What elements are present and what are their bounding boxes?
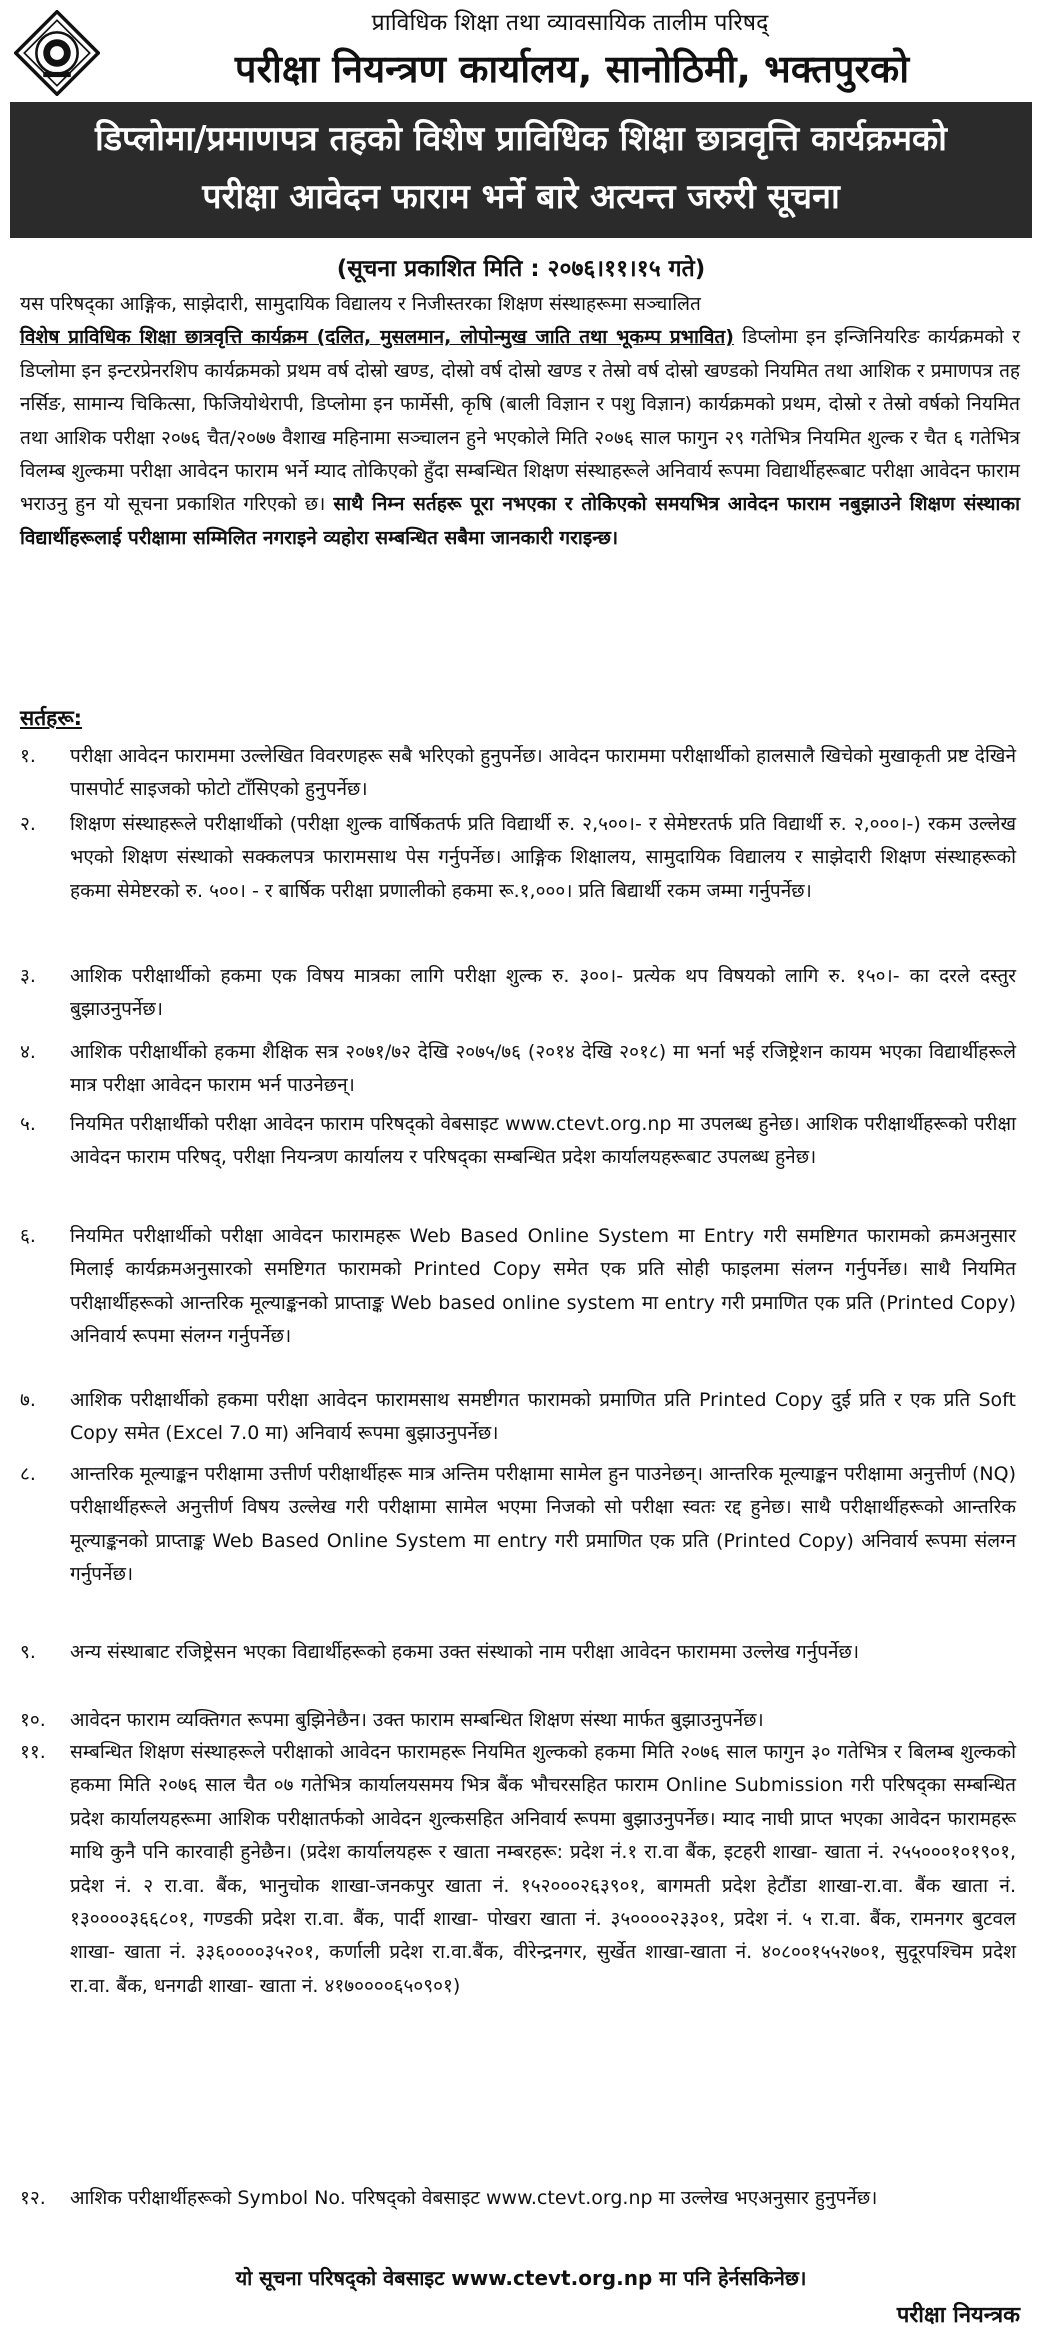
council-name: प्राविधिक शिक्षा तथा व्यावसायिक तालीम परिषद्	[371, 10, 769, 36]
signatory-title: परीक्षा नियन्त्रक	[896, 2303, 1020, 2328]
conditions-heading: सर्तहरू:	[20, 706, 83, 730]
condition-number: २.	[20, 813, 36, 835]
intro-paragraph	[20, 288, 1020, 555]
banner-line-2: परीक्षा आवेदन फाराम भर्ने बारे अत्यन्त जरुरी सूचना	[202, 177, 840, 217]
condition-number: ४.	[20, 1041, 36, 1063]
condition-number: ३.	[20, 965, 36, 987]
intro-program-name: विशेष प्राविधिक शिक्षा छात्रवृत्ति कार्यक्रम (दलित, मुसलमान, लोपोन्मुख जाति तथा भूकम्प प्रभावित)	[20, 326, 734, 349]
intro-text-1: यस परिषद्का आङ्गिक, साझेदारी, सामुदायिक विद्यालय र निजीस्तरका शिक्षण संस्थाहरूमा सञ्चालित	[20, 293, 701, 315]
condition-text: नियमित परीक्षार्थीको परीक्षा आवेदन फाराम परिषद्को वेबसाइट www.ctevt.org.np मा उपलब्ध हुनेछ। आशिक परीक्षार्थीहरूको परीक्षा आवेदन फाराम परिषद्, परीक्षा नियन्त्रण कार्यालय र परिषद्का सम्बन्धित प्रदेश कार्यालयहरूबाट उपलब्ध हुनेछ।	[70, 1113, 1016, 1169]
intro-warning: साथै निम्न सर्तहरू पूरा नभएका र तोकिएको समयभित्र आवेदन फाराम नबुझाउने शिक्षण संस्थाका विद्यार्थीहरूलाई परीक्षामा सम्मिलित नगराइने व्यहोरा सम्बन्धित सबैमा जानकारी गराइन्छ।	[20, 493, 1020, 549]
condition-text: नियमित परीक्षार्थीको परीक्षा आवेदन फारामहरू Web Based Online System मा Entry गरी समष्टिगत फारामको क्रमअनुसार मिलाई कार्यक्रमअनुसारको समष्टिगत फारामको Printed Copy समेत एक प्रति सोही फाइलमा संलग्न गर्नुपर्नेछ। साथै नियमित परीक्षार्थीहरूको आन्तरिक मूल्याङ्कनको प्राप्ताङ्क Web based online system मा entry गरी प्रमाणित एक प्रति (Printed Copy) अनिवार्य रूपमा संलग्न गर्नुपर्नेछ।	[70, 1225, 1016, 1348]
condition-text: आशिक परीक्षार्थीको हकमा शैक्षिक सत्र २०७१/७२ देखि २०७५/७६ (२०१४ देखि २०१८) मा भर्ना भई रजिष्ट्रेशन कायम भएका विद्यार्थीहरूले मात्र परीक्षा आवेदन फाराम भर्न पाउनेछन्।	[70, 1041, 1016, 1097]
condition-number: ९.	[20, 1641, 36, 1663]
condition-number: १.	[20, 745, 36, 767]
condition-text: सम्बन्धित शिक्षण संस्थाहरूले परीक्षाको आवेदन फारामहरू नियमित शुल्कको हकमा मिति २०७६ साल फागुन ३० गतेभित्र र बिलम्ब शुल्कको हकमा मिति २०७६ साल चैत ०७ गतेभित्र कार्यालयसमय भित्र बैंक भौचरसहित फाराम Online Submission गरी परिषद्का सम्बन्धित प्रदेश कार्यालयहरूमा आशिक परीक्षातर्फको आवेदन शुल्कसहित अनिवार्य रूपमा बुझाउनुपर्नेछ। म्याद नाघी प्राप्त भएका आवेदन फारामहरू माथि कुनै पनि कारवाही हुनेछैन। (प्रदेश कार्यालयहरू र खाता नम्बरहरू: प्रदेश नं.१ रा.वा बैंक, इटहरी शाखा- खाता नं. २५५०००१०१९०१, प्रदेश नं. २ रा.वा. बैंक, भानुचोक शाखा-जनकपुर खाता नं. १५२०००२६३९०१, बागमती प्रदेश हेटौंडा शाखा-रा.वा. बैंक खाता नं. १३००००३६६८०१, गण्डकी प्रदेश रा.वा. बैंक, पार्दी शाखा- पोखरा खाता नं. ३५००००२३३०१, प्रदेश नं. ५ रा.वा. बैंक, रामनगर बुटवल शाखा- खाता नं. ३३६००००३५२०१, कर्णाली प्रदेश रा.वा.बैंक, वीरेन्द्रनगर, सुर्खेत शाखा-खाता नं. ४०८००१५५२७०१, सुदूरपश्चिम प्रदेश रा.वा. बैंक, धनगढी शाखा- खाता नं. ४१७००००६५०९०१)	[70, 1741, 1016, 1997]
condition-number: १२.	[20, 2187, 46, 2209]
website-note: यो सूचना परिषद्को वेबसाइट www.ctevt.org.np मा पनि हेर्नसकिनेछ।	[235, 2266, 807, 2290]
condition-text: आशिक परीक्षार्थीहरूको Symbol No. परिषद्को वेबसाइट www.ctevt.org.np मा उल्लेख भएअनुसार हुनुपर्नेछ।	[70, 2187, 878, 2209]
office-name: परीक्षा नियन्त्रण कार्यालय, सानोठिमी, भक्तपुरको	[234, 47, 910, 91]
condition-text: शिक्षण संस्थाहरूले परीक्षार्थीको (परीक्षा शुल्क वार्षिकतर्फ प्रति विद्यार्थी रु. २,५००।- र सेमेष्टरतर्फ प्रति विद्यार्थी रु. २,०००।-) रकम उल्लेख भएको शिक्षण संस्थाको सक्कलपत्र फारामसाथ पेस गर्नुपर्नेछ। आङ्गिक शिक्षालय, सामुदायिक विद्यालय र साझेदारी शिक्षण संस्थाहरूको हकमा सेमेष्टरको रु. ५००। - र बार्षिक परीक्षा प्रणालीको हकमा रू.१,०००। प्रति बिद्यार्थी रकम जम्मा गर्नुपर्नेछ।	[70, 813, 1016, 902]
condition-number: १०.	[20, 1709, 46, 1731]
banner-line-1: डिप्लोमा/प्रमाणपत्र तहको विशेष प्राविधिक शिक्षा छात्रवृत्ति कार्यक्रमको	[95, 119, 947, 159]
condition-number: ११.	[20, 1741, 46, 1763]
publication-date: (सूचना प्रकाशित मिति : २०७६।११।१५ गते)	[336, 256, 706, 282]
condition-number: ८.	[20, 1463, 36, 1485]
condition-text: आशिक परीक्षार्थीको हकमा परीक्षा आवेदन फारामसाथ समष्टीगत फारामको प्रमाणित प्रति Printed Copy दुई प्रति र एक प्रति Soft Copy समेत (Excel 7.0 मा) अनिवार्य रूपमा बुझाउनुपर्नेछ।	[70, 1389, 1016, 1445]
condition-text: आशिक परीक्षार्थीको हकमा एक विषय मात्रका लागि परीक्षा शुल्क रु. ३००।- प्रत्येक थप विषयको लागि रु. १५०।- का दरले दस्तुर बुझाउनुपर्नेछ।	[70, 965, 1016, 1021]
condition-text: अन्य संस्थाबाट रजिष्ट्रेसन भएका विद्यार्थीहरूको हकमा उक्त संस्थाको नाम परीक्षा आवेदन फाराममा उल्लेख गर्नुपर्नेछ।	[70, 1641, 860, 1663]
notice-banner	[10, 102, 1032, 238]
ctevt-emblem-icon	[14, 10, 100, 96]
condition-number: ७.	[20, 1389, 36, 1411]
condition-text: परीक्षा आवेदन फाराममा उल्लेखित विवरणहरू सबै भरिएको हुनुपर्नेछ। आवेदन फाराममा परीक्षार्थीको हालसालै खिचेको मुखाकृती प्रष्ट देखिने पासपोर्ट साइजको फोटो टाँसिएको हुनुपर्नेछ।	[70, 745, 1016, 801]
condition-text: आन्तरिक मूल्याङ्कन परीक्षामा उत्तीर्ण परीक्षार्थीहरू मात्र अन्तिम परीक्षामा सामेल हुन पाउनेछन्। आन्तरिक मूल्याङ्कन परीक्षामा अनुत्तीर्ण (NQ) परीक्षार्थीहरूले अनुत्तीर्ण विषय उल्लेख गरी परीक्षामा सामेल भएमा निजको सो परीक्षा स्वतः रद्द हुनेछ। साथै परीक्षार्थीहरूको आन्तरिक मूल्याङ्कनको प्राप्ताङ्क Web Based Online System मा entry गरी प्रमाणित एक प्रति (Printed Copy) अनिवार्य रूपमा संलग्न गर्नुपर्नेछ।	[70, 1463, 1016, 1586]
condition-text: आवेदन फाराम व्यक्तिगत रूपमा बुझिनेछैन। उक्त फाराम सम्बन्धित शिक्षण संस्था मार्फत बुझाउनुपर्नेछ।	[70, 1709, 764, 1731]
intro-text-2: डिप्लोमा इन इन्जिनियरिङ कार्यक्रमको र डिप्लोमा इन इन्टरप्रेनरशिप कार्यक्रमको प्रथम वर्ष दोस्रो खण्ड, दोस्रो वर्ष दोस्रो खण्ड र तेस्रो वर्ष दोस्रो खण्डको नियमित तथा आशिक र प्रमाणपत्र तह नर्सिङ, सामान्य चिकित्सा, फिजियोथेरापी, डिप्लोमा इन फार्मेसी, कृषि (बाली विज्ञान र पशु विज्ञान) कार्यक्रमको प्रथम, दोस्रो र तेस्रो वर्षको नियमित तथा आशिक परीक्षा २०७६ चैत/२०७७ वैशाख महिनामा सञ्चालन हुने भएकोले मिति २०७६ साल फागुन २९ गतेभित्र नियमित शुल्क र चैत ६ गतेभित्र विलम्ब शुल्कमा परीक्षा आवेदन फाराम भर्ने म्याद तोकिएको हुँदा सम्बन्धित शिक्षण संस्थाहरूले अनिवार्य रूपमा विद्यार्थीहरूबाट परीक्षा आवेदन फाराम भराउनु हुन यो सूचना प्रकाशित गरिएको छ।	[20, 326, 1020, 516]
condition-number: ६.	[20, 1225, 36, 1247]
condition-number: ५.	[20, 1113, 36, 1135]
